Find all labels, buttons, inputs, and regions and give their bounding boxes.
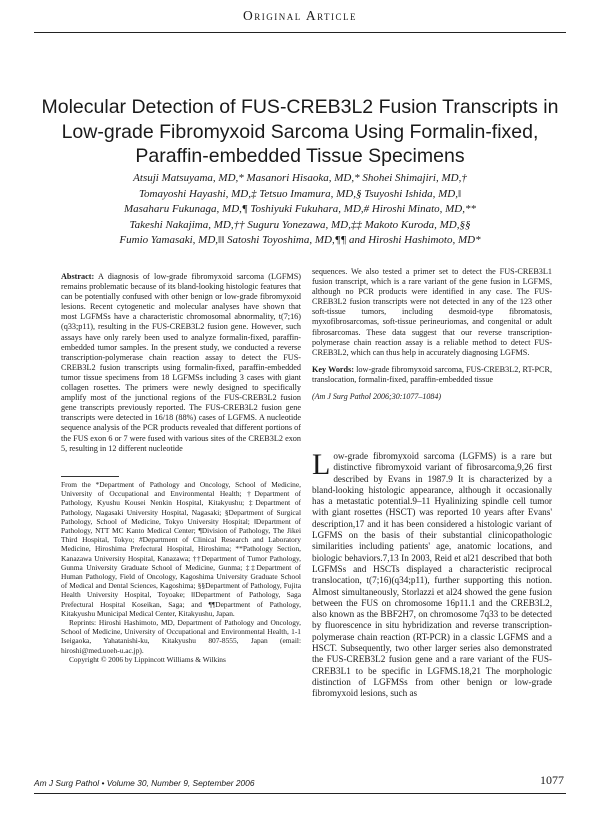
author-line: Masaharu Fukunaga, MD,¶ Toshiyuki Fukuhara, MD,# Hiroshi Minato, MD,** [123, 203, 477, 215]
abstract-continuation-block [312, 267, 552, 409]
keywords [312, 365, 552, 385]
reprints-text: Reprints: Hiroshi Hashimoto, MD, Department of Pathology and Oncology, School of Medicine, University of Occupational and Environmental Health, 1-1 Iseigaoka, Yahatanishi-ku, Kitakyushu 807-8555, Japan (email: hiroshi@med.uoeh-u.ac.jp). [61, 618, 301, 655]
affiliation-text: From the *Department of Pathology and Oncology, School of Medicine, University of Occupational and Environmental Health; †Department of Pathology, Kyushu Kousei Nenkin Hospital, Kitakyushu; ‡Department of Pathology, Nagasaki University Hospital, Nagasaki; §Department of Surgical Pathology, School of Medicine, Tokyo University Hospital; ‖Department of Pathology, NTT MC Kanto Medical Center; ¶Division of Pathology, The Jikei Third Hospital, Tokyo; #Department of Clinical Research and Laboratory Medicine, Hiroshima Prefectural Hospital, Hiroshima; **Pathology Section, Kanazawa University Hospital, Kanazawa; ††Department of Tumor Pathology, Gunma University Graduate School of Medicine, Gunma; ‡‡Department of Human Pathology, Field of Oncology, Kagoshima University Graduate School of Medical and Dental Sciences, Kagoshima; §§Department of Pathology, Fujita Health University Hospital, Toyoake; ‖‖Department of Pathology, Saga Prefectural Hospital Koseikan, Saga; and ¶¶Department of Pathology, Kitakyushu Municipal Medical Center, Kitakyushu, Japan. [61, 480, 301, 618]
abstract-continuation: sequences. We also tested a primer set to detect the FUS-CREB3L1 fusion transcript, which is a rare variant of the gene fusion in LGFMS, although no PCR products were identified in any case. The FUS-CREB3L2 fusion transcripts were not detected in any of the 123 other soft-tissue tumors, including desmoid-type fibromatosis, myxofibrosarcomas, soft-tissue perineuriomas, and congenital or adult fibrosarcomas. These data suggest that our reverse transcription-polymerase chain reaction assay is a reliable method to detect FUS-CREB3L2, which can thus help in accurately diagnosing LGFMS. [312, 267, 552, 357]
drop-cap: L [312, 448, 331, 481]
bottom-rule [34, 793, 566, 794]
abstract-text: A diagnosis of low-grade fibromyxoid sarcoma (LGFMS) remains problematic because of its bland-looking histologic features that can be potentially confused with other benign or low-grade fibromyxoid lesions. Recent cytogenetic and molecular analyses have shown that most LGFMSs have a characteristic chromosomal abnormality, t(7;16)(q33;p11), resulting in the FUS-CREB3L2 fusion gene. However, such assays have only rarely been used to analyze formalin-fixed, paraffin-embedded tumor samples. In the present study, we conducted a reverse transcription-polymerase chain reaction assay to detect the FUS-CREB3L2 fusion transcripts using formalin-fixed, paraffin-embedded tumor tissue specimens from 18 LGFMSs including 3 cases with giant collagen rosettes. The primers were newly designed to specifically amplify most of the junctional regions of the FUS-CREB3L2 fusion gene transcripts previously reported. The FUS-CREB3L2 fusion gene transcripts were detected in 16/18 (88%) cases of LGFMS. A nucleotide sequence analysis of the PCR products revealed that different portions of the FUS exon 6 or 7 were fused with various sites of the CREB3L2 exon 5, resulting in 12 different nucleotide [61, 272, 301, 453]
top-rule [34, 32, 566, 33]
affiliation-rule [61, 476, 119, 477]
title-line: Molecular Detection of FUS-CREB3L2 Fusion Transcripts in [41, 96, 559, 118]
abstract [61, 272, 301, 454]
author-line: Takeshi Nakajima, MD,†† Suguru Yonezawa, MD,‡‡ Makoto Kuroda, MD,§§ [129, 218, 471, 231]
title-line: Low-grade Fibromyxoid Sarcoma Using Formalin-fixed, [61, 120, 539, 143]
page-number: 1077 [540, 773, 564, 787]
intro-text: ow-grade fibromyxoid sarcoma (LGFMS) is a rare but distinctive fibromyxoid variant of fibrosarcoma,9,26 first described by Evans in 1987.9 It is characterized by a bland-looking histologic appearance, although it occasionally has a metastatic potential.9–11 Hyalinizing spindle cell tumor with giant rosettes (HSCT) was reported 10 years after Evans' description,17 and it has been considered a histologic variant of LGFMS on the basis of their substantial clinicopathologic similarities including patients' age, anatomic locations, and biologic behaviors.7,13 In 2003, Reid et al21 described that both LGFMSs and HSCTs displayed a characteristic reciprocal translocation, t(7;16)(q34;p11), further supporting this notion. Almost simultaneously, Storlazzi et al24 showed the gene fusion between the FUS on chromosome 16p11.1 and the CREB3L2, also known as the BBF2H7, on chromosome 7q33 to be detected by fluorescence in situ hybridization and reverse transcription-polymerase chain reaction (RT-PCR) in a classic LGFMS and a HSCT. Subsequently, two other larger series also demonstrated the FUS-CREB3L2 fusion gene and a rare variant of the FUS-CREB3L1 to be specific in LGFMS.18,21 The morphologic distinction of LGFMSs from other benign or low-grade fibromyxoid lesions, such as [312, 451, 552, 699]
keywords-text: low-grade fibromyxoid sarcoma, FUS-CREB3L2, RT-PCR, translocation, formalin-fixed, paraffin-embedded tissue [312, 364, 552, 384]
author-line: Fumio Yamasaki, MD,‖‖ Satoshi Toyoshima, MD,¶¶ and Hiroshi Hashimoto, MD* [119, 234, 481, 246]
article-title [36, 95, 564, 169]
journal-footer: Am J Surg Pathol • Volume 30, Number 9, September 2006 [34, 778, 255, 788]
author-line: Atsuji Matsuyama, MD,* Masanori Hisaoka, MD,* Shohei Shimajiri, MD,† [133, 172, 467, 184]
abstract-label: Abstract: [61, 272, 95, 281]
keywords-label: Key Words: [312, 364, 355, 374]
author-list [36, 171, 564, 249]
affiliations [61, 480, 301, 664]
title-line: Paraffin-embedded Tissue Specimens [135, 145, 465, 167]
section-label: Original Article [242, 8, 358, 23]
author-line: Tomayoshi Hayashi, MD,‡ Tetsuo Imamura, MD,§ Tsuyoshi Ishida, MD,‖ [138, 187, 462, 200]
introduction [312, 448, 552, 700]
citation: (Am J Surg Pathol 2006;30:1077–1084) [312, 392, 442, 402]
copyright-text: Copyright © 2006 by Lippincott Williams & Wilkins [69, 654, 226, 664]
